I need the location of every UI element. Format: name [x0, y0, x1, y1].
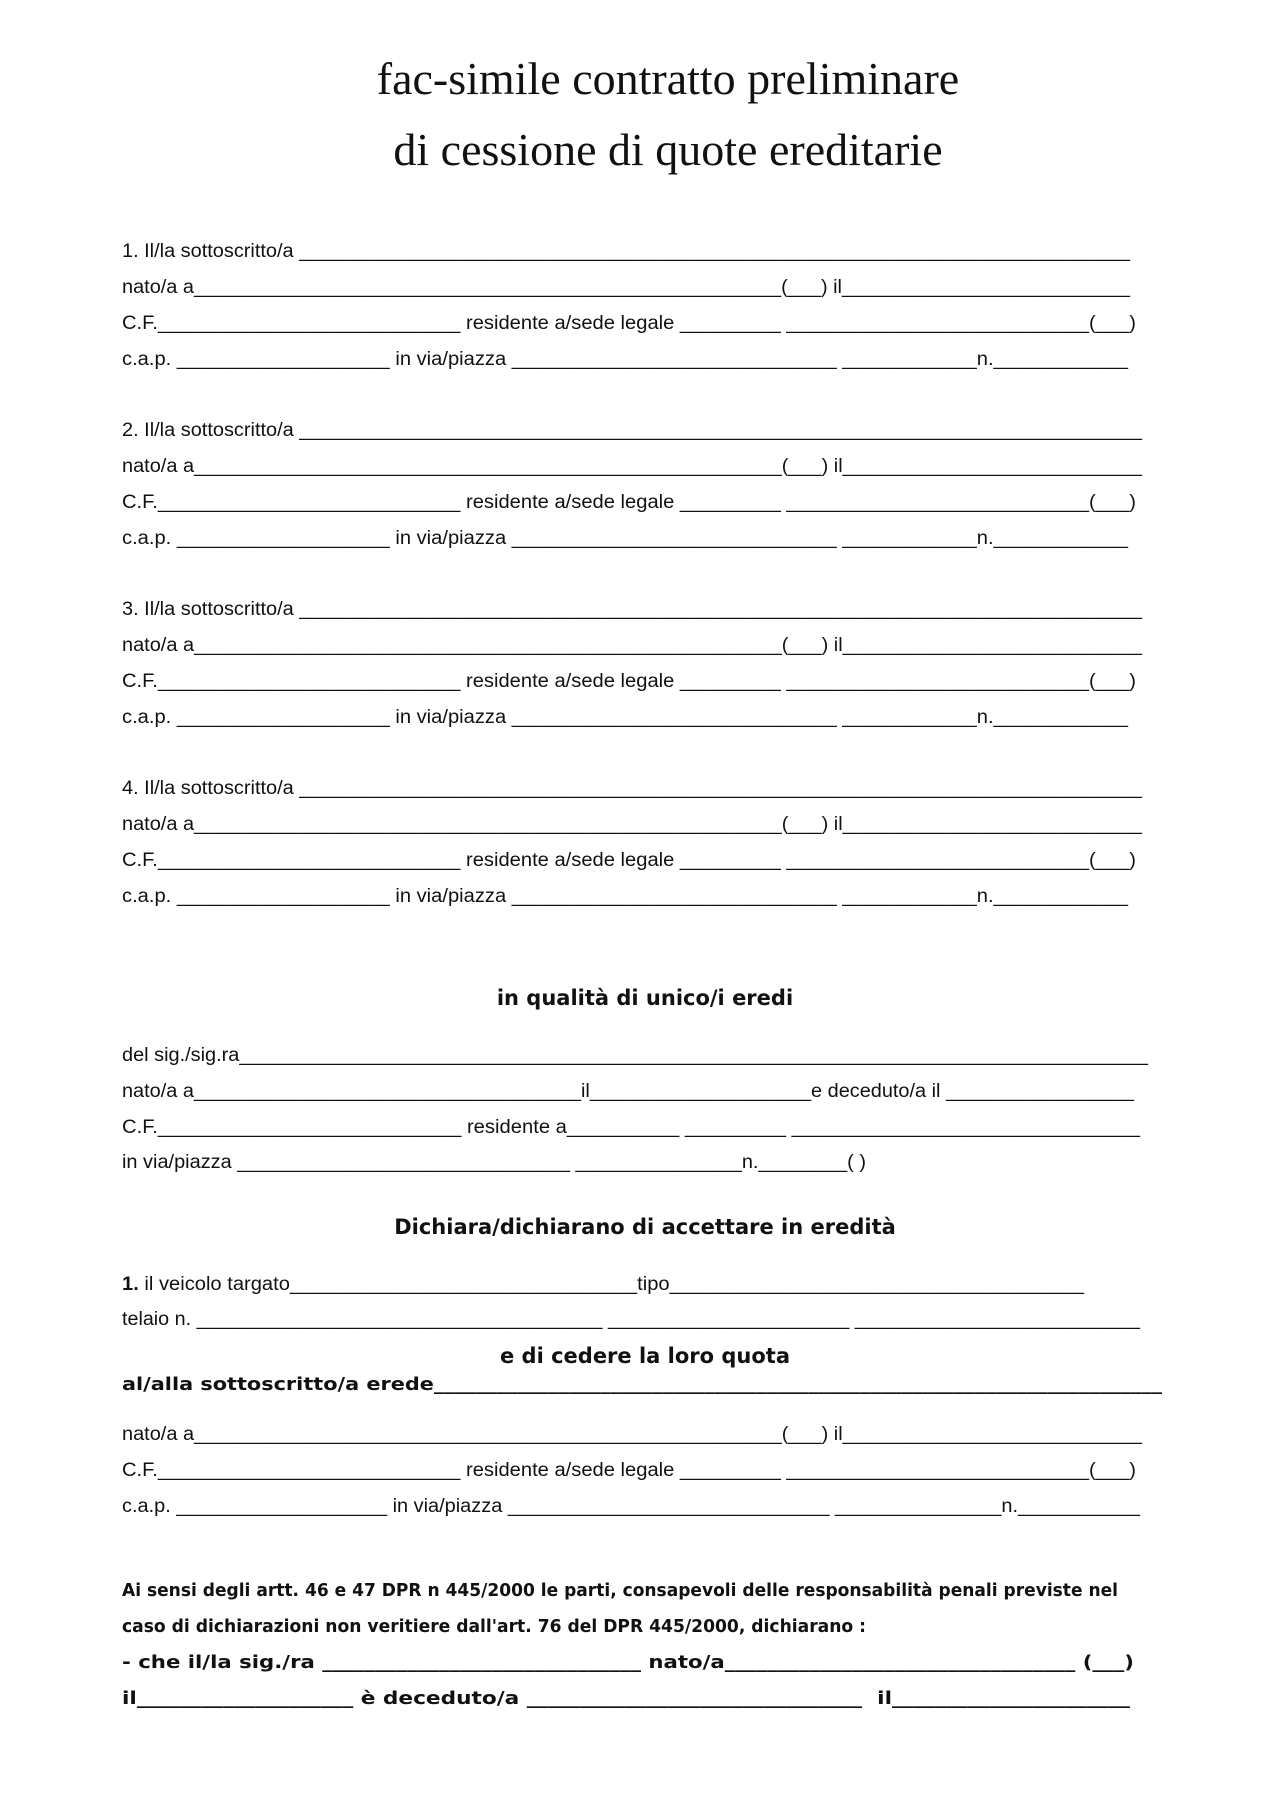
party-4-birth-line[interactable]: nato/a a_____________________________________________________(___) il___________________________ [122, 814, 1142, 835]
party-4-name-line[interactable]: 4. Il/la sottoscritto/a ____________________________________________________________________________ [122, 778, 1142, 799]
party-2-address-line[interactable]: c.a.p. ___________________ in via/piazza _____________________________ ____________n.____________ [122, 528, 1128, 549]
party-3-birth-line[interactable]: nato/a a_____________________________________________________(___) il___________________________ [122, 635, 1142, 656]
declaration-line-1: Ai sensi degli artt. 46 e 47 DPR n 445/2000 le parti, consapevoli delle responsabilità penali previste nel [122, 1580, 1118, 1601]
party-1-cf-line[interactable]: C.F.___________________________ residente a/sede legale _________ ___________________________(___) [122, 313, 1136, 334]
party-2-cf-line[interactable]: C.F.___________________________ residente a/sede legale _________ ___________________________(___) [122, 492, 1136, 513]
vehicle-line[interactable] [122, 1275, 1084, 1294]
title-line-1: fac-simile contratto preliminare [376, 53, 960, 104]
title-line-2: di cessione di quote ereditarie [393, 124, 943, 175]
deceased-address-line[interactable]: in via/piazza ______________________________ _______________n.________( ) [122, 1152, 866, 1173]
declaration-line-2: caso di dichiarazioni non veritiere dall'art. 76 del DPR 445/2000, dichiarano : [122, 1616, 866, 1637]
party-1-birth-line[interactable]: nato/a a_____________________________________________________(___) il__________________________ [122, 277, 1130, 298]
party-1-name-line[interactable]: 1. Il/la sottoscritto/a ___________________________________________________________________________ [122, 241, 1130, 262]
party-2-birth-line[interactable]: nato/a a_____________________________________________________(___) il___________________________ [122, 456, 1142, 477]
vehicle-number: 1. [122, 1274, 139, 1295]
heading-cede: e di cedere la loro quota [500, 1344, 790, 1368]
heir-name-line[interactable]: al/alla sottoscritto/a erede______________________________________________________________________ [122, 1374, 1162, 1395]
party-3-name-line[interactable]: 3. Il/la sottoscritto/a ____________________________________________________________________________ [122, 599, 1142, 620]
party-3-address-line[interactable]: c.a.p. ___________________ in via/piazza _____________________________ ____________n.____________ [122, 707, 1128, 728]
deceased-name-line[interactable]: del sig./sig.ra__________________________________________________________________________________ [122, 1045, 1148, 1066]
party-2-name-line[interactable]: 2. Il/la sottoscritto/a ____________________________________________________________________________ [122, 420, 1142, 441]
declaration-line-3[interactable]: - che il/la sig./ra ______________________________ nato/a_________________________________ (___) [122, 1652, 1134, 1673]
declaration-line-4[interactable]: il____________________ è deceduto/a _______________________________ il______________________ [122, 1688, 1130, 1709]
heading-accept: Dichiara/dichiarano di accettare in eredità [394, 1215, 896, 1239]
party-4-cf-line[interactable]: C.F.___________________________ residente a/sede legale _________ ___________________________(___) [122, 850, 1136, 871]
party-4-address-line[interactable]: c.a.p. ___________________ in via/piazza _____________________________ ____________n.____________ [122, 886, 1128, 907]
deceased-birth-line[interactable]: nato/a a___________________________________il____________________e deceduto/a il _________________ [122, 1081, 1134, 1102]
heading-heirs: in qualità di unico/i eredi [496, 986, 794, 1010]
heir-address-line[interactable]: c.a.p. ___________________ in via/piazza _____________________________ _______________n.___________ [122, 1496, 1140, 1517]
party-3-cf-line[interactable]: C.F.___________________________ residente a/sede legale _________ ___________________________(___) [122, 671, 1136, 692]
deceased-cf-line[interactable]: C.F.___________________________ residente a__________ _________ _______________________________ [122, 1117, 1140, 1138]
heir-birth-line[interactable]: nato/a a_____________________________________________________(___) il___________________________ [122, 1424, 1142, 1445]
vehicle-plate-type: il veicolo targato_______________________________tipo_____________________________________ [138, 1274, 1084, 1295]
vehicle-frame-line[interactable]: telaio n. _____________________________________ ______________________ __________________________ [122, 1309, 1140, 1330]
party-1-address-line[interactable]: c.a.p. ___________________ in via/piazza _____________________________ ____________n.____________ [122, 349, 1128, 370]
heir-cf-line[interactable]: C.F.___________________________ residente a/sede legale _________ ___________________________(___) [122, 1460, 1136, 1481]
